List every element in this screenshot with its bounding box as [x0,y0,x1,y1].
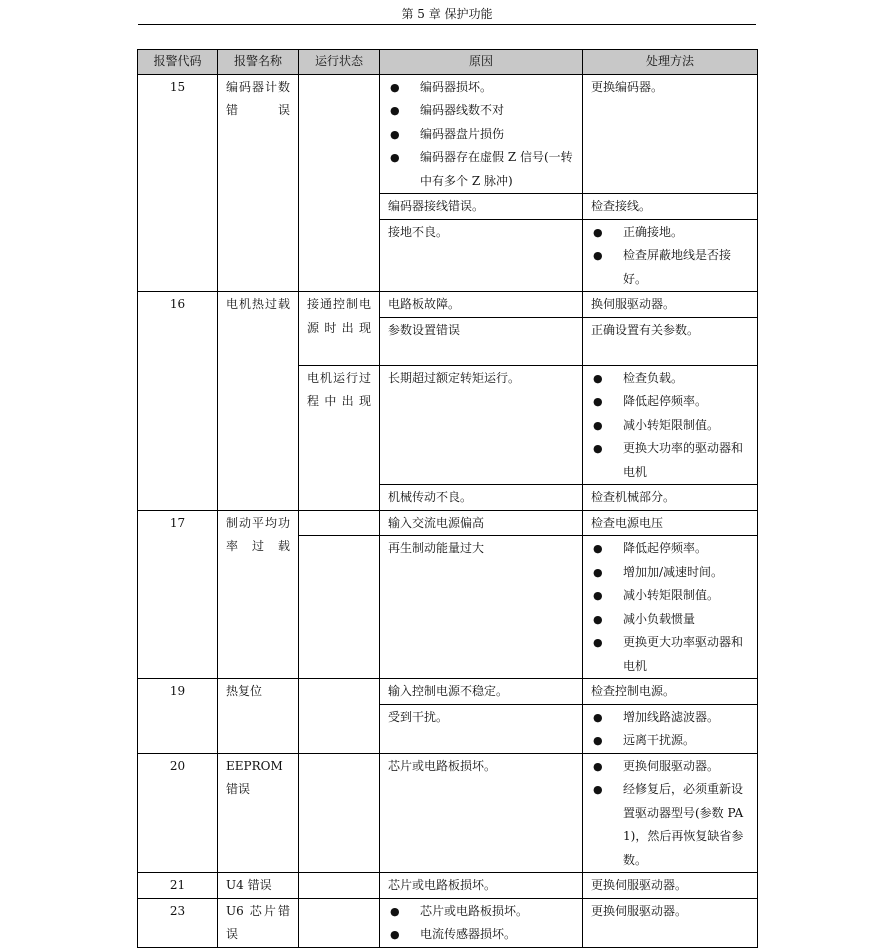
solution-cell [583,753,758,873]
list-item: ● 经修复后，必须重新设置驱动器型号(参数 PA1)，然后再恢复缺省参数。 [591,778,749,872]
run-state: 电机运行过程中出现 [299,365,380,510]
col-alarm-code: 报警代码 [138,50,218,75]
alarm-code: 17 [138,510,218,679]
list-item: ● 降低起停频率。 [591,390,749,414]
table-row [138,510,758,536]
list-item: ● 减小负载惯量 [591,608,749,632]
table-row [138,873,758,899]
list-item: ● 降低起停频率。 [591,537,749,561]
list-item: ● 减小转矩限制值。 [591,414,749,438]
bullet-icon: ● [390,80,400,94]
cause-cell: 长期超过额定转矩运行。 [380,365,583,485]
cause-cell [380,898,583,947]
alarm-table [137,49,758,948]
bullet-icon: ● [593,734,603,747]
alarm-code: 19 [138,679,218,754]
bullet-icon: ● [390,127,400,141]
bullet-icon: ● [593,442,603,455]
alarm-name: 电机热过载 [218,292,299,511]
col-cause: 原因 [380,50,583,75]
bullet-icon: ● [593,395,603,408]
run-state [299,753,380,873]
cause-cell: 机械传动不良。 [380,485,583,511]
bullet-icon: ● [390,904,400,918]
table-row [138,292,758,318]
bullet-icon: ● [593,636,603,649]
bullet-icon: ● [593,589,603,602]
alarm-code: 21 [138,873,218,899]
bullet-icon: ● [593,612,603,626]
run-state [299,536,380,679]
bullet-icon: ● [390,151,400,164]
cause-cell: 电路板故障。 [380,292,583,318]
list-item: ● 检查负载。 [591,367,749,391]
col-alarm-name: 报警名称 [218,50,299,75]
bullet-icon: ● [593,783,603,796]
alarm-name: U6 芯片错误 [218,898,299,947]
cause-cell: 输入交流电源偏高 [380,510,583,536]
list-item: ● 增加线路滤波器。 [591,706,749,730]
solution-cell: 检查接线。 [583,194,758,220]
bullet-icon: ● [593,710,603,724]
bullet-icon: ● [593,225,603,239]
table-header-row [138,50,758,75]
bullet-icon: ● [593,759,603,773]
alarm-code: 20 [138,753,218,873]
bullet-icon: ● [593,542,603,555]
list-item: ● 编码器盘片损伤 [388,123,574,147]
list-item: ● 更换更大功率驱动器和电机 [591,631,749,678]
list-item: ● 正确接地。 [591,221,749,245]
alarm-name: 制动平均功率过载 [218,510,299,679]
list-item: ● 远离干扰源。 [591,729,749,753]
solution-cell: 检查机械部分。 [583,485,758,511]
list-item: ● 更换伺服驱动器。 [591,755,749,779]
solution-cell: 检查电源电压 [583,510,758,536]
page-header [138,7,756,25]
table-row [138,753,758,873]
solution-cell: 更换编码器。 [583,74,758,194]
solution-cell [583,536,758,679]
cause-cell: 参数设置错误 [380,317,583,365]
table-row [138,74,758,194]
bullet-icon: ● [390,928,400,941]
cause-cell: 再生制动能量过大 [380,536,583,679]
run-state [299,898,380,947]
run-state: 接通控制电源时出现 [299,292,380,366]
solution-cell: 更换伺服驱动器。 [583,873,758,899]
solution-cell: 更换伺服驱动器。 [583,898,758,947]
run-state [299,873,380,899]
solution-cell: 正确设置有关参数。 [583,317,758,365]
bullet-icon: ● [390,104,400,117]
alarm-name: 热复位 [218,679,299,754]
list-item: ● 芯片或电路板损坏。 [388,900,574,924]
list-item: ● 检查屏蔽地线是否接好。 [591,244,749,291]
table-row [138,679,758,705]
list-item: ● 增加加/减速时间。 [591,561,749,585]
list-item: ● 减小转矩限制值。 [591,584,749,608]
run-state [299,74,380,292]
cause-cell: 受到干扰。 [380,704,583,753]
solution-cell [583,219,758,292]
list-item: ● 编码器存在虚假 Z 信号(一转中有多个 Z 脉冲) [388,146,574,193]
solution-cell [583,704,758,753]
bullet-icon: ● [593,418,603,432]
cause-cell: 编码器接线错误。 [380,194,583,220]
col-solution: 处理方法 [583,50,758,75]
cause-cell: 芯片或电路板损坏。 [380,873,583,899]
run-state [299,510,380,536]
alarm-code: 23 [138,898,218,947]
solution-cell: 换伺服驱动器。 [583,292,758,318]
alarm-name: EEPROM 错误 [218,753,299,873]
col-run-state: 运行状态 [299,50,380,75]
alarm-code: 16 [138,292,218,511]
alarm-name: 编码器计数错误 [218,74,299,292]
list-item: ● 更换大功率的驱动器和电机 [591,437,749,484]
bullet-icon: ● [593,565,603,579]
solution-cell: 检查控制电源。 [583,679,758,705]
list-item: ● 编码器线数不对 [388,99,574,123]
list-item: ● 电流传感器损坏。 [388,923,574,947]
cause-cell: 芯片或电路板损坏。 [380,753,583,873]
run-state [299,679,380,754]
alarm-code: 15 [138,74,218,292]
chapter-title: 第 5 章 保护功能 [401,7,493,21]
bullet-icon: ● [593,249,603,262]
solution-cell [583,365,758,485]
list-item: ● 编码器损坏。 [388,76,574,100]
bullet-icon: ● [593,371,603,385]
alarm-name: U4 错误 [218,873,299,899]
cause-cell [380,74,583,194]
table-row [138,898,758,947]
cause-cell: 输入控制电源不稳定。 [380,679,583,705]
cause-cell: 接地不良。 [380,219,583,292]
